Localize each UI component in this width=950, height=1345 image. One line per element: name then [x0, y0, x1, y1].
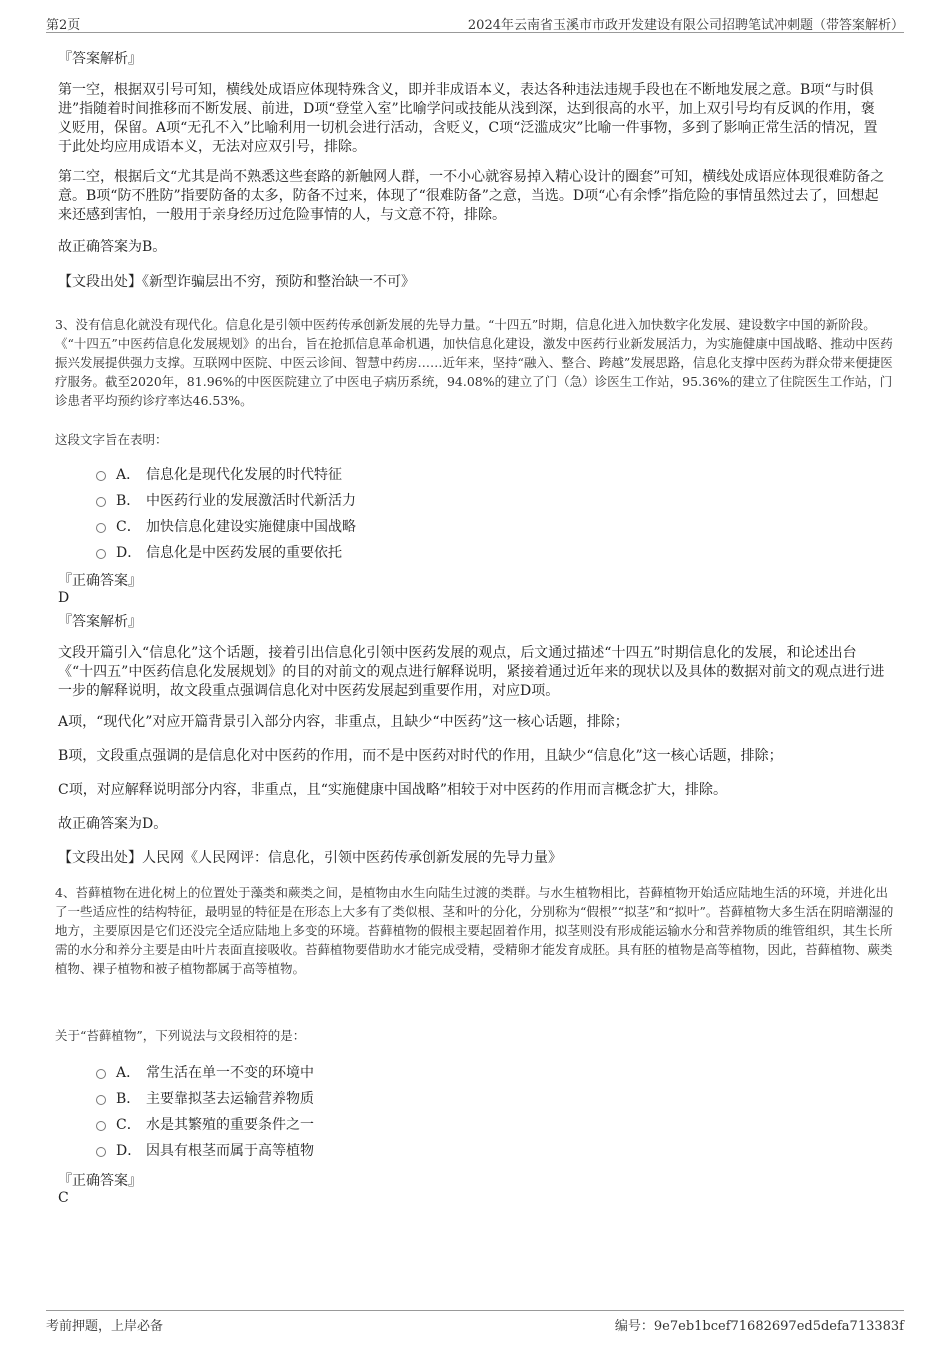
- source-citation: 【文段出处】《新型诈骗层出不穷，预防和整治缺一不可》: [58, 274, 415, 290]
- option-b[interactable]: B． 主要靠拟茎去运输营养物质: [96, 1088, 314, 1108]
- option-b[interactable]: B． 中医药行业的发展激活时代新活力: [96, 490, 356, 510]
- option-text: 中医药行业的发展激活时代新活力: [146, 493, 356, 509]
- option-text: 常生活在单一不变的环境中: [146, 1065, 314, 1081]
- option-text: 因具有根茎而属于高等植物: [146, 1143, 314, 1159]
- radio-button[interactable]: [96, 1069, 106, 1079]
- analysis-paragraph: 文段开篇引入“信息化”这个话题，接着引出信息化引领中医药发展的观点，后文通过描述“十四五”时期信息化的发展，和论述出台《“十四五”中医药信息化发展规划》的目的对前文的观点进行解释说明，紧接着通过近年来的现状以及具体的数据对前文的观点进行进一步的解释说明，故文段重点强调信息化对中医药发展起到重要作用，对应D项。: [58, 645, 885, 699]
- page-header: [46, 12, 904, 33]
- document-title: 2024年云南省玉溪市市政开发建设有限公司招聘笔试冲刺题（带答案解析）: [467, 18, 904, 33]
- analysis-paragraph: B项，文段重点强调的是信息化对中医药的作用，而不是中医药对时代的作用，且缺少“信息化”这一核心话题，排除；: [58, 748, 783, 764]
- question-prompt: 这段文字旨在表明：: [55, 432, 168, 447]
- option-a[interactable]: A． 信息化是现代化发展的时代特征: [96, 464, 342, 484]
- option-c[interactable]: C． 加快信息化建设实施健康中国战略: [96, 516, 356, 536]
- document-id: 编号：9e7eb1bcef71682697ed5defa713383f: [614, 1319, 904, 1334]
- radio-button[interactable]: [96, 497, 106, 507]
- radio-button[interactable]: [96, 549, 106, 559]
- option-text: 主要靠拟茎去运输营养物质: [146, 1091, 314, 1107]
- option-c[interactable]: C． 水是其繁殖的重要条件之一: [96, 1114, 314, 1134]
- analysis-label: 『答案解析』: [58, 51, 142, 67]
- question-prompt: 关于“苔藓植物”，下列说法与文段相符的是：: [55, 1028, 306, 1043]
- option-text: 水是其繁殖的重要条件之一: [146, 1117, 314, 1133]
- option-a[interactable]: A． 常生活在单一不变的环境中: [96, 1062, 314, 1082]
- question-stem: 4、苔藓植物在进化树上的位置处于藻类和蕨类之间，是植物由水生向陆生过渡的类群。与水生植物相比，苔藓植物开始适应陆地生活的环境，并进化出了一些适应性的结构特征，最明显的特征是在形态上大多有了类似根、茎和叶的分化，分别称为“假根”“拟茎”和“拟叶”。苔藓植物大多生活在阴暗潮湿的地方，主要原因是它们还没完全适应陆地上多变的环境。苔藓植物的假根主要起固着作用，拟茎则没有形成能运输水分和营养物质的维管组织，其生长所需的水分和养分主要是由叶片表面直接吸收。苔藓植物要借助水才能完成受精，受精卵才能发育成胚。具有胚的植物是高等植物，因此，苔藓植物、蕨类植物、裸子植物和被子植物都属于高等植物。: [55, 885, 894, 976]
- option-text: 信息化是现代化发展的时代特征: [146, 467, 342, 483]
- analysis-paragraph: C项，对应解释说明部分内容，非重点，且“实施健康中国战略”相较于对中医药的作用而言概念扩大，排除。: [58, 782, 728, 798]
- correct-answer: C: [58, 1190, 69, 1206]
- radio-button[interactable]: [96, 1121, 106, 1131]
- page-number: 第2页: [46, 18, 81, 33]
- option-text: 加快信息化建设实施健康中国战略: [146, 519, 356, 535]
- analysis-paragraph: 第二空，根据后文“尤其是尚不熟悉这些套路的新触网人群，一不小心就容易掉入精心设计的圈套”可知，横线处成语应体现很难防备之意。B项“防不胜防”指要防备的太多，防备不过来，体现了“很难防备”之意，当选。D项“心有余悸”指危险的事情虽然过去了，回想起来还感到害怕，一般用于亲身经历过危险事情的人，与文意不符，排除。: [58, 169, 885, 223]
- answer-statement: 故正确答案为D。: [58, 816, 168, 832]
- correct-answer: D: [58, 590, 70, 606]
- page-footer: [46, 1310, 904, 1335]
- analysis-paragraph: A项，“现代化”对应开篇背景引入部分内容，非重点，且缺少“中医药”这一核心话题，排除；: [58, 714, 629, 730]
- option-text: 信息化是中医药发展的重要依托: [146, 545, 342, 561]
- option-d[interactable]: D． 信息化是中医药发展的重要依托: [96, 542, 342, 562]
- radio-button[interactable]: [96, 1095, 106, 1105]
- question-stem: 3、没有信息化就没有现代化。信息化是引领中医药传承创新发展的先导力量。“十四五”时期，信息化进入加快数字化发展、建设数字中国的新阶段。《“十四五”中医药信息化发展规划》的出台，旨在抢抓信息革命机遇，加快信息化建设，激发中医药行业新发展活力，为实施健康中国战略、推动中医药振兴发展提供强力支撑。互联网中医院、中医云诊间、智慧中药房……近年来，坚持“融入、整合、跨越”发展思路，信息化支撑中医药为群众带来便捷医疗服务。截至2020年，81.96%的中医医院建立了中医电子病历系统，94.08%的建立了门（急）诊医生工作站，95.36%的建立了住院医生工作站，门诊患者平均预约诊疗率达46.53%。: [55, 317, 893, 408]
- source-citation: 【文段出处】人民网《人民网评：信息化，引领中医药传承创新发展的先导力量》: [58, 850, 562, 866]
- answer-label: 『正确答案』: [58, 573, 142, 589]
- answer-statement: 故正确答案为B。: [58, 239, 167, 255]
- analysis-paragraph: 第一空，根据双引号可知，横线处成语应体现特殊含义，即并非成语本义，表达各种违法违规手段也在不断地发展之意。B项“与时俱进”指随着时间推移而不断发展、前进，D项“登堂入室”比喻学问或技能从浅到深，达到很高的水平，加上双引号均有反讽的作用，褒义贬用，保留。A项“无孔不入”比喻利用一切机会进行活动，含贬义，C项“泛滥成灾”比喻一件事物，多到了影响正常生活的情况，置于此处均应用成语本义，无法对应双引号，排除。: [58, 82, 878, 155]
- answer-label: 『正确答案』: [58, 1173, 142, 1189]
- footer-slogan: 考前押题，上岸必备: [46, 1319, 164, 1334]
- radio-button[interactable]: [96, 523, 106, 533]
- option-d[interactable]: D． 因具有根茎而属于高等植物: [96, 1140, 314, 1160]
- radio-button[interactable]: [96, 471, 106, 481]
- analysis-label: 『答案解析』: [58, 614, 142, 630]
- radio-button[interactable]: [96, 1147, 106, 1157]
